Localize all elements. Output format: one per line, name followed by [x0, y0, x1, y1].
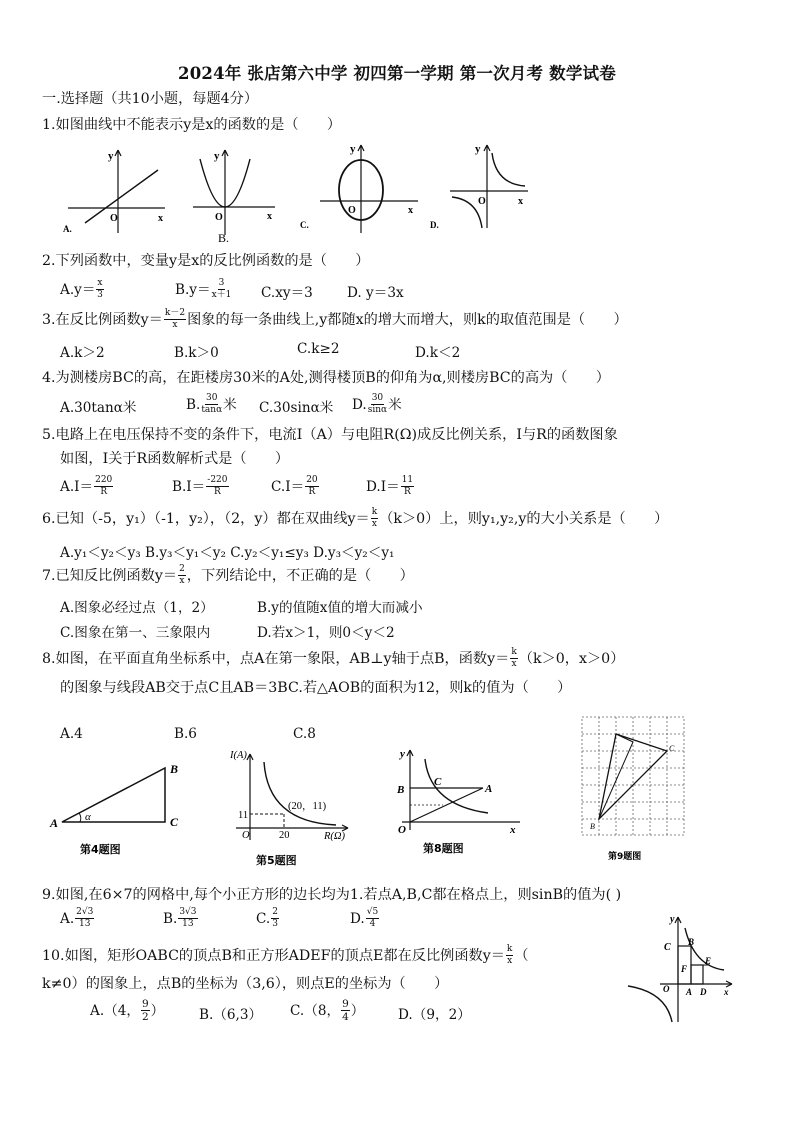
svg-text:y: y [475, 143, 481, 155]
svg-text:y: y [400, 748, 405, 760]
svg-text:C: C [664, 942, 671, 953]
q6-options[interactable]: A.y₁＜y₂＜y₃ B.y₃＜y₁＜y₂ C.y₂＜y₁≤y₃ D.y₃＜y₂＜y₁ [60, 545, 395, 561]
question-5-stem-line2: 如图，I关于R函数解析式是（ ） [60, 451, 290, 467]
q9-option-a[interactable]: A. $\frac{2√3}{13}$ [60, 907, 94, 929]
svg-text:O: O [348, 205, 356, 216]
svg-text:A: A [485, 783, 493, 795]
svg-text:B: B [170, 762, 179, 776]
svg-text:F: F [681, 964, 688, 974]
svg-text:y: y [108, 150, 114, 162]
question-2-stem: 2.下列函数中，变量y是x的反比例函数的是（ ） [42, 253, 370, 269]
q7-option-d[interactable]: D.若x＞1，则0＜y＜2 [257, 625, 395, 641]
q9-option-d[interactable]: D. $\frac{√5}{4}$ [350, 907, 379, 929]
figure-4-caption: 第4题图 [80, 843, 121, 856]
section-heading: 一.选择题（共10小题，每题4分） [42, 91, 259, 107]
q8-option-c[interactable]: C.8 [293, 726, 316, 742]
q2-option-d[interactable]: D. y＝3x [347, 285, 404, 301]
q1-label-d: D. [430, 220, 439, 230]
svg-text:O: O [242, 830, 250, 841]
question-5-stem-line1: 5.电路上在电压保持不变的条件下，电流I（A）与电阻R(Ω)成反比例关系，I与R的函数图象 [42, 427, 618, 443]
figure-8-caption: 第8题图 [423, 842, 464, 855]
figure-9-caption: 第9题图 [608, 852, 642, 862]
q9-option-b[interactable]: B. $\frac{3√3}{13}$ [163, 907, 197, 929]
q1-label-c: C. [300, 220, 309, 230]
q10-option-c[interactable]: C.（8， $\frac{9}{4}$ ） [290, 997, 365, 1023]
q10-option-a[interactable]: A.（4， $\frac{9}{2}$ ） [90, 997, 165, 1023]
q3-option-b[interactable]: B.k＞0 [174, 345, 219, 361]
svg-text:O: O [110, 213, 118, 224]
q3-option-d[interactable]: D.k＜2 [415, 345, 461, 361]
svg-text:B: B [590, 822, 595, 831]
q7-option-c[interactable]: C.图象在第一、三象限内 [60, 625, 211, 641]
figure-5-caption: 第5题图 [256, 854, 297, 867]
svg-text:B: B [397, 784, 405, 796]
svg-text:E: E [705, 956, 712, 966]
svg-text:O: O [398, 824, 406, 836]
figure-5-current-resistance-graph [228, 748, 358, 870]
page-title: 2024年 张店第六中学 初四第一学期 第一次月考 数学试卷 [178, 64, 616, 83]
q8-option-b[interactable]: B.6 [174, 726, 197, 742]
svg-text:C: C [170, 815, 179, 829]
q7-option-b[interactable]: B.y的值随x值的增大而减小 [257, 600, 423, 616]
q5-option-b[interactable]: B.I＝ $\frac{-220}{R}$ [172, 475, 228, 497]
figure-5-x-label: R(Ω) [324, 831, 345, 842]
question-9-stem: 9.如图,在6×7的网格中,每个小正方形的边长均为1.若点A,B,C都在格点上，则sinB的值为( ) [42, 887, 622, 903]
figure-5-y-label: I(A) [230, 750, 247, 761]
svg-text:A: A [50, 816, 59, 830]
q10-option-b[interactable]: B.（6,3） [199, 1007, 263, 1023]
svg-text:y: y [670, 914, 675, 925]
q3-option-c[interactable]: C.k≥2 [297, 341, 340, 357]
q4-option-c[interactable]: C.30sinα米 [259, 400, 334, 416]
figure-9-grid [578, 713, 693, 863]
question-1-stem: 1.如图曲线中不能表示y是x的函数的是（ ） [42, 117, 342, 133]
q3-option-a[interactable]: A.k＞2 [60, 345, 105, 361]
svg-text:C: C [434, 776, 442, 788]
q8-option-a[interactable]: A.4 [60, 726, 83, 742]
svg-text:C: C [669, 744, 675, 753]
q1-label-b: B. [218, 231, 230, 245]
q7-option-a[interactable]: A.图象必经过点（1，2） [60, 600, 214, 616]
svg-text:x: x [518, 196, 523, 207]
figure-10-graph [620, 912, 740, 1027]
q5-option-c[interactable]: C.I＝ $\frac{20}{R}$ [271, 475, 318, 497]
svg-text:B: B [688, 937, 695, 947]
question-4-stem: 4.为测楼房BC的高，在距楼房30米的A处,测得楼顶B的仰角为α,则楼房BC的高为（ ） [42, 370, 610, 386]
q2-option-c[interactable]: C.xy＝3 [261, 285, 313, 301]
svg-text:y: y [350, 143, 356, 155]
figure-5-tick-11: 11 [238, 810, 249, 821]
svg-text:A: A [686, 987, 693, 997]
figure-5-point-label: (20，11) [288, 801, 327, 812]
svg-text:O: O [663, 984, 670, 994]
svg-text:x: x [267, 211, 272, 222]
q4-option-b[interactable]: B. $\frac{30}{\tan\alpha}$ 米 [186, 393, 237, 415]
svg-text:x: x [724, 987, 729, 997]
question-6-stem: 6.已知（-5，y₁）（-1，y₂），（2，y）都在双曲线y＝ $\frac{k}{x}$ （k＞0）上，则y₁,y₂,y的大小关系是（ ） [42, 506, 669, 529]
svg-text:y: y [214, 150, 220, 162]
question-10-stem-line2: k≠0）的图象上，点B的坐标为（3,6），则点E的坐标为（ ） [42, 976, 449, 992]
question-10-stem-line1: 10.如图，矩形OABC的顶点B和正方形ADEF的顶点E都在反比例函数y＝ $\frac{k}{x}$ （ [42, 943, 529, 966]
q1-graph-d [430, 140, 535, 235]
q1-graph-c [300, 140, 425, 235]
question-8-stem-line2: 的图象与线段AB交于点C且AB＝3BC.若△AOB的面积为12，则k的值为（ ） [60, 680, 572, 696]
q4-option-d[interactable]: D. $\frac{30}{\sin\alpha}$ 米 [352, 393, 402, 415]
svg-text:x: x [158, 213, 163, 224]
figure-5-tick-20: 20 [279, 830, 290, 841]
q10-option-d[interactable]: D.（9，2） [398, 1007, 471, 1023]
svg-text:O: O [215, 212, 223, 223]
figure-8-coordinate-graph [388, 745, 523, 860]
svg-text:x: x [408, 205, 413, 216]
figure-4-triangle [48, 760, 198, 860]
q5-option-d[interactable]: D.I＝ $\frac{11}{R}$ [366, 475, 414, 497]
question-7-stem: 7.已知反比例函数y＝ $\frac{2}{x}$ ，下列结论中，不正确的是（ ） [42, 563, 414, 586]
svg-text:O: O [478, 196, 486, 207]
q1-graph-b [190, 145, 280, 245]
q2-option-a[interactable]: A.y＝ $\frac{x}{3}$ [60, 278, 103, 300]
svg-text:D: D [700, 987, 707, 997]
q9-option-c[interactable]: C. $\frac{2}{3}$ [256, 907, 278, 929]
q1-label-a: A. [63, 224, 72, 234]
q2-option-b[interactable]: B.y＝ $\frac{3}{x+1}$ [175, 278, 232, 300]
question-8-stem-line1: 8.如图，在平面直角坐标系中，点A在第一象限，AB⊥y轴于点B，函数y＝ $\frac{k}{x}$ （k＞0，x＞0） [42, 646, 625, 669]
question-3-stem: 3.在反比例函数y＝ $\frac{k-2}{x}$ 图象的每一条曲线上,y都随x的增大而增大，则k的取值范围是（ ） [42, 307, 628, 330]
svg-text:α: α [85, 811, 91, 823]
q1-graph-a [60, 145, 170, 235]
svg-text:x: x [510, 824, 516, 836]
q4-option-a[interactable]: A.30tanα米 [60, 400, 137, 416]
q5-option-a[interactable]: A.I＝ $\frac{220}{R}$ [60, 475, 113, 497]
